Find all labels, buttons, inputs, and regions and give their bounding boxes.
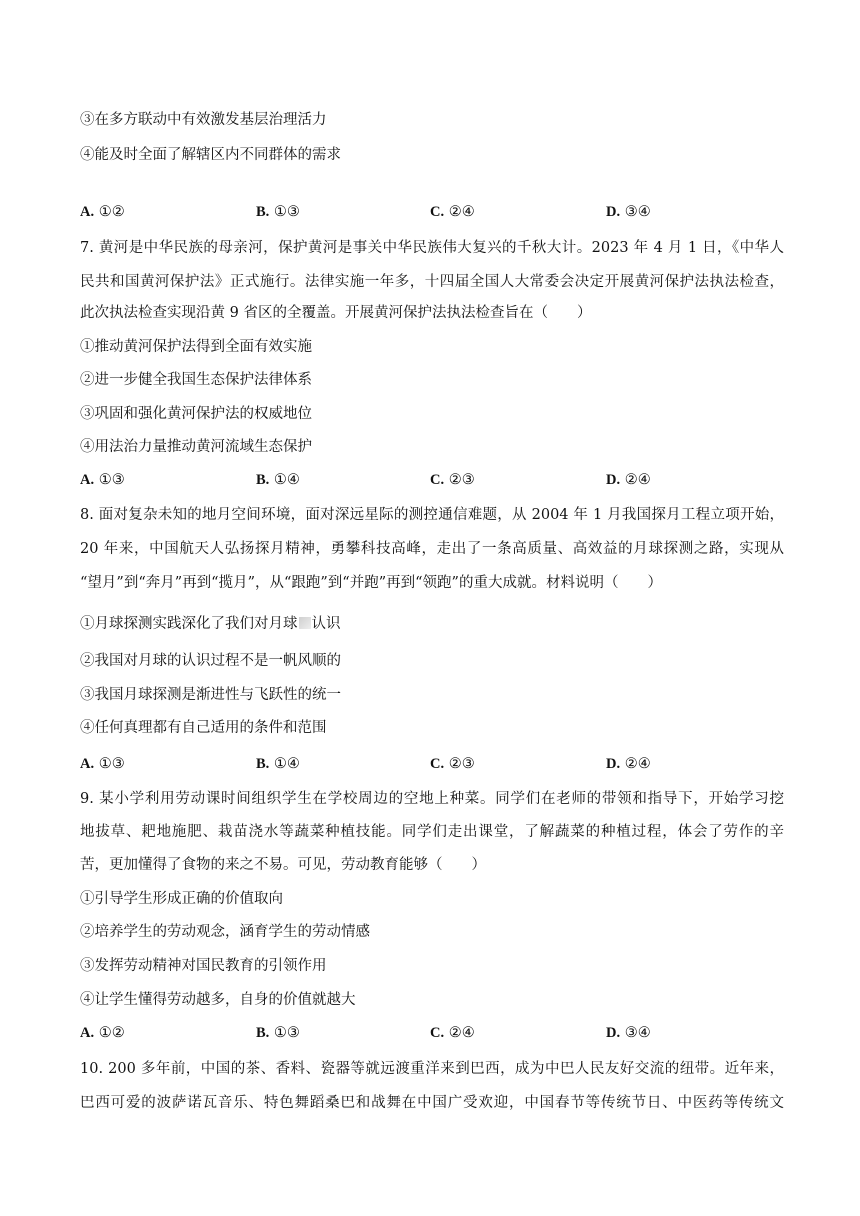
q7-item-3: ③巩固和强化黄河保护法的权威地位	[80, 406, 312, 422]
q7-item-4: ④用法治力量推动黄河流域生态保护	[80, 439, 312, 455]
q9-options	[80, 1023, 784, 1043]
q9-item-3: ③发挥劳动精神对国民教育的引领作用	[80, 958, 327, 974]
q9-stem-line-3: 苦，更加懂得了食物的来之不易。可见，劳动教育能够（ ）	[80, 857, 486, 873]
q7-stem-line-1: 7. 黄河是中华民族的母亲河，保护黄河是事关中华民族伟大复兴的千秋大计。2023 年 4 月 1 日，《中华人	[80, 240, 784, 256]
q8-item-2: ②我国对月球的认识过程不是一帆风顺的	[80, 653, 341, 669]
q6-option-c: C. ②④	[430, 204, 475, 220]
q6-option-a: A. ①②	[80, 204, 125, 220]
q9-option-c: C. ②④	[430, 1025, 475, 1041]
q8-stem-line-3: “望月”到“奔月”再到“揽月”，从“跟跑”到“并跑”再到“领跑”的重大成就。材料说明（ ）	[80, 575, 662, 591]
q8-stem-line-1: 8. 面对复杂未知的地月空间环境，面对深远星际的测控通信难题，从 2004 年 1 月我国探月工程立项开始，	[80, 507, 784, 523]
q9-option-d: D. ③④	[606, 1025, 651, 1041]
q7-option-c: C. ②③	[430, 472, 475, 488]
q9-stem-line-2: 地拔草、耙地施肥、栽苗浇水等蔬菜种植技能。同学们走出课堂，了解蔬菜的种植过程，体会了劳作的辛	[80, 824, 784, 840]
q7-item-1: ①推动黄河保护法得到全面有效实施	[80, 339, 312, 355]
q9-option-a: A. ①②	[80, 1025, 125, 1041]
q8-item-1-before: ①月球探测实践深化了我们对月球	[80, 616, 298, 632]
q8-item-1-after: 认识	[311, 616, 341, 632]
q8-options	[80, 754, 784, 774]
q9-item-1: ①引导学生形成正确的价值取向	[80, 891, 283, 907]
q9-item-2: ②培养学生的劳动观念，涵育学生的劳动情感	[80, 924, 370, 940]
q6-option-d: D. ③④	[606, 204, 651, 220]
q6-option-b: B. ①③	[256, 204, 300, 220]
q10-stem-line-1: 10. 200 多年前，中国的茶、香料、瓷器等就远渡重洋来到巴西，成为中巴人民友好交流的纽带。近年来，	[80, 1061, 784, 1077]
q6-options	[80, 202, 784, 222]
q8-option-a: A. ①③	[80, 756, 125, 772]
q7-item-2: ②进一步健全我国生态保护法律体系	[80, 372, 312, 388]
q10-stem-line-2: 巴西可爱的波萨诺瓦音乐、特色舞蹈桑巴和战舞在中国广受欢迎，中国春节等传统节日、中医药等传统文	[80, 1095, 784, 1111]
image-artifact-icon	[299, 617, 311, 629]
q8-option-b: B. ①④	[256, 756, 300, 772]
q6-item-4: ④能及时全面了解辖区内不同群体的需求	[80, 147, 341, 163]
q8-stem-line-2: 20 年来，中国航天人弘扬探月精神，勇攀科技高峰，走出了一条高质量、高效益的月球探测之路，实现从	[80, 541, 784, 557]
q8-item-1	[80, 614, 784, 634]
q7-stem-line-3: 此次执法检查实现沿黄 9 省区的全覆盖。开展黄河保护法执法检查旨在（ ）	[80, 305, 592, 321]
q7-option-b: B. ①④	[256, 472, 300, 488]
q8-option-d: D. ②④	[606, 756, 651, 772]
q9-stem-line-1: 9. 某小学利用劳动课时间组织学生在学校周边的空地上种菜。同学们在老师的带领和指导下，开始学习挖	[80, 791, 784, 807]
q8-option-c: C. ②③	[430, 756, 475, 772]
q9-option-b: B. ①③	[256, 1025, 300, 1041]
q7-stem-line-2: 民共和国黄河保护法》正式施行。法律实施一年多，十四届全国人大常委会决定开展黄河保护法执法检查，	[80, 274, 784, 290]
q8-item-3: ③我国月球探测是渐进性与飞跃性的统一	[80, 687, 341, 703]
q6-item-3: ③在多方联动中有效激发基层治理活力	[80, 112, 327, 128]
q9-item-4: ④让学生懂得劳动越多，自身的价值就越大	[80, 992, 356, 1008]
q7-option-a: A. ①③	[80, 472, 125, 488]
q8-item-4: ④任何真理都有自己适用的条件和范围	[80, 720, 327, 736]
q7-options	[80, 470, 784, 490]
q7-option-d: D. ②④	[606, 472, 651, 488]
